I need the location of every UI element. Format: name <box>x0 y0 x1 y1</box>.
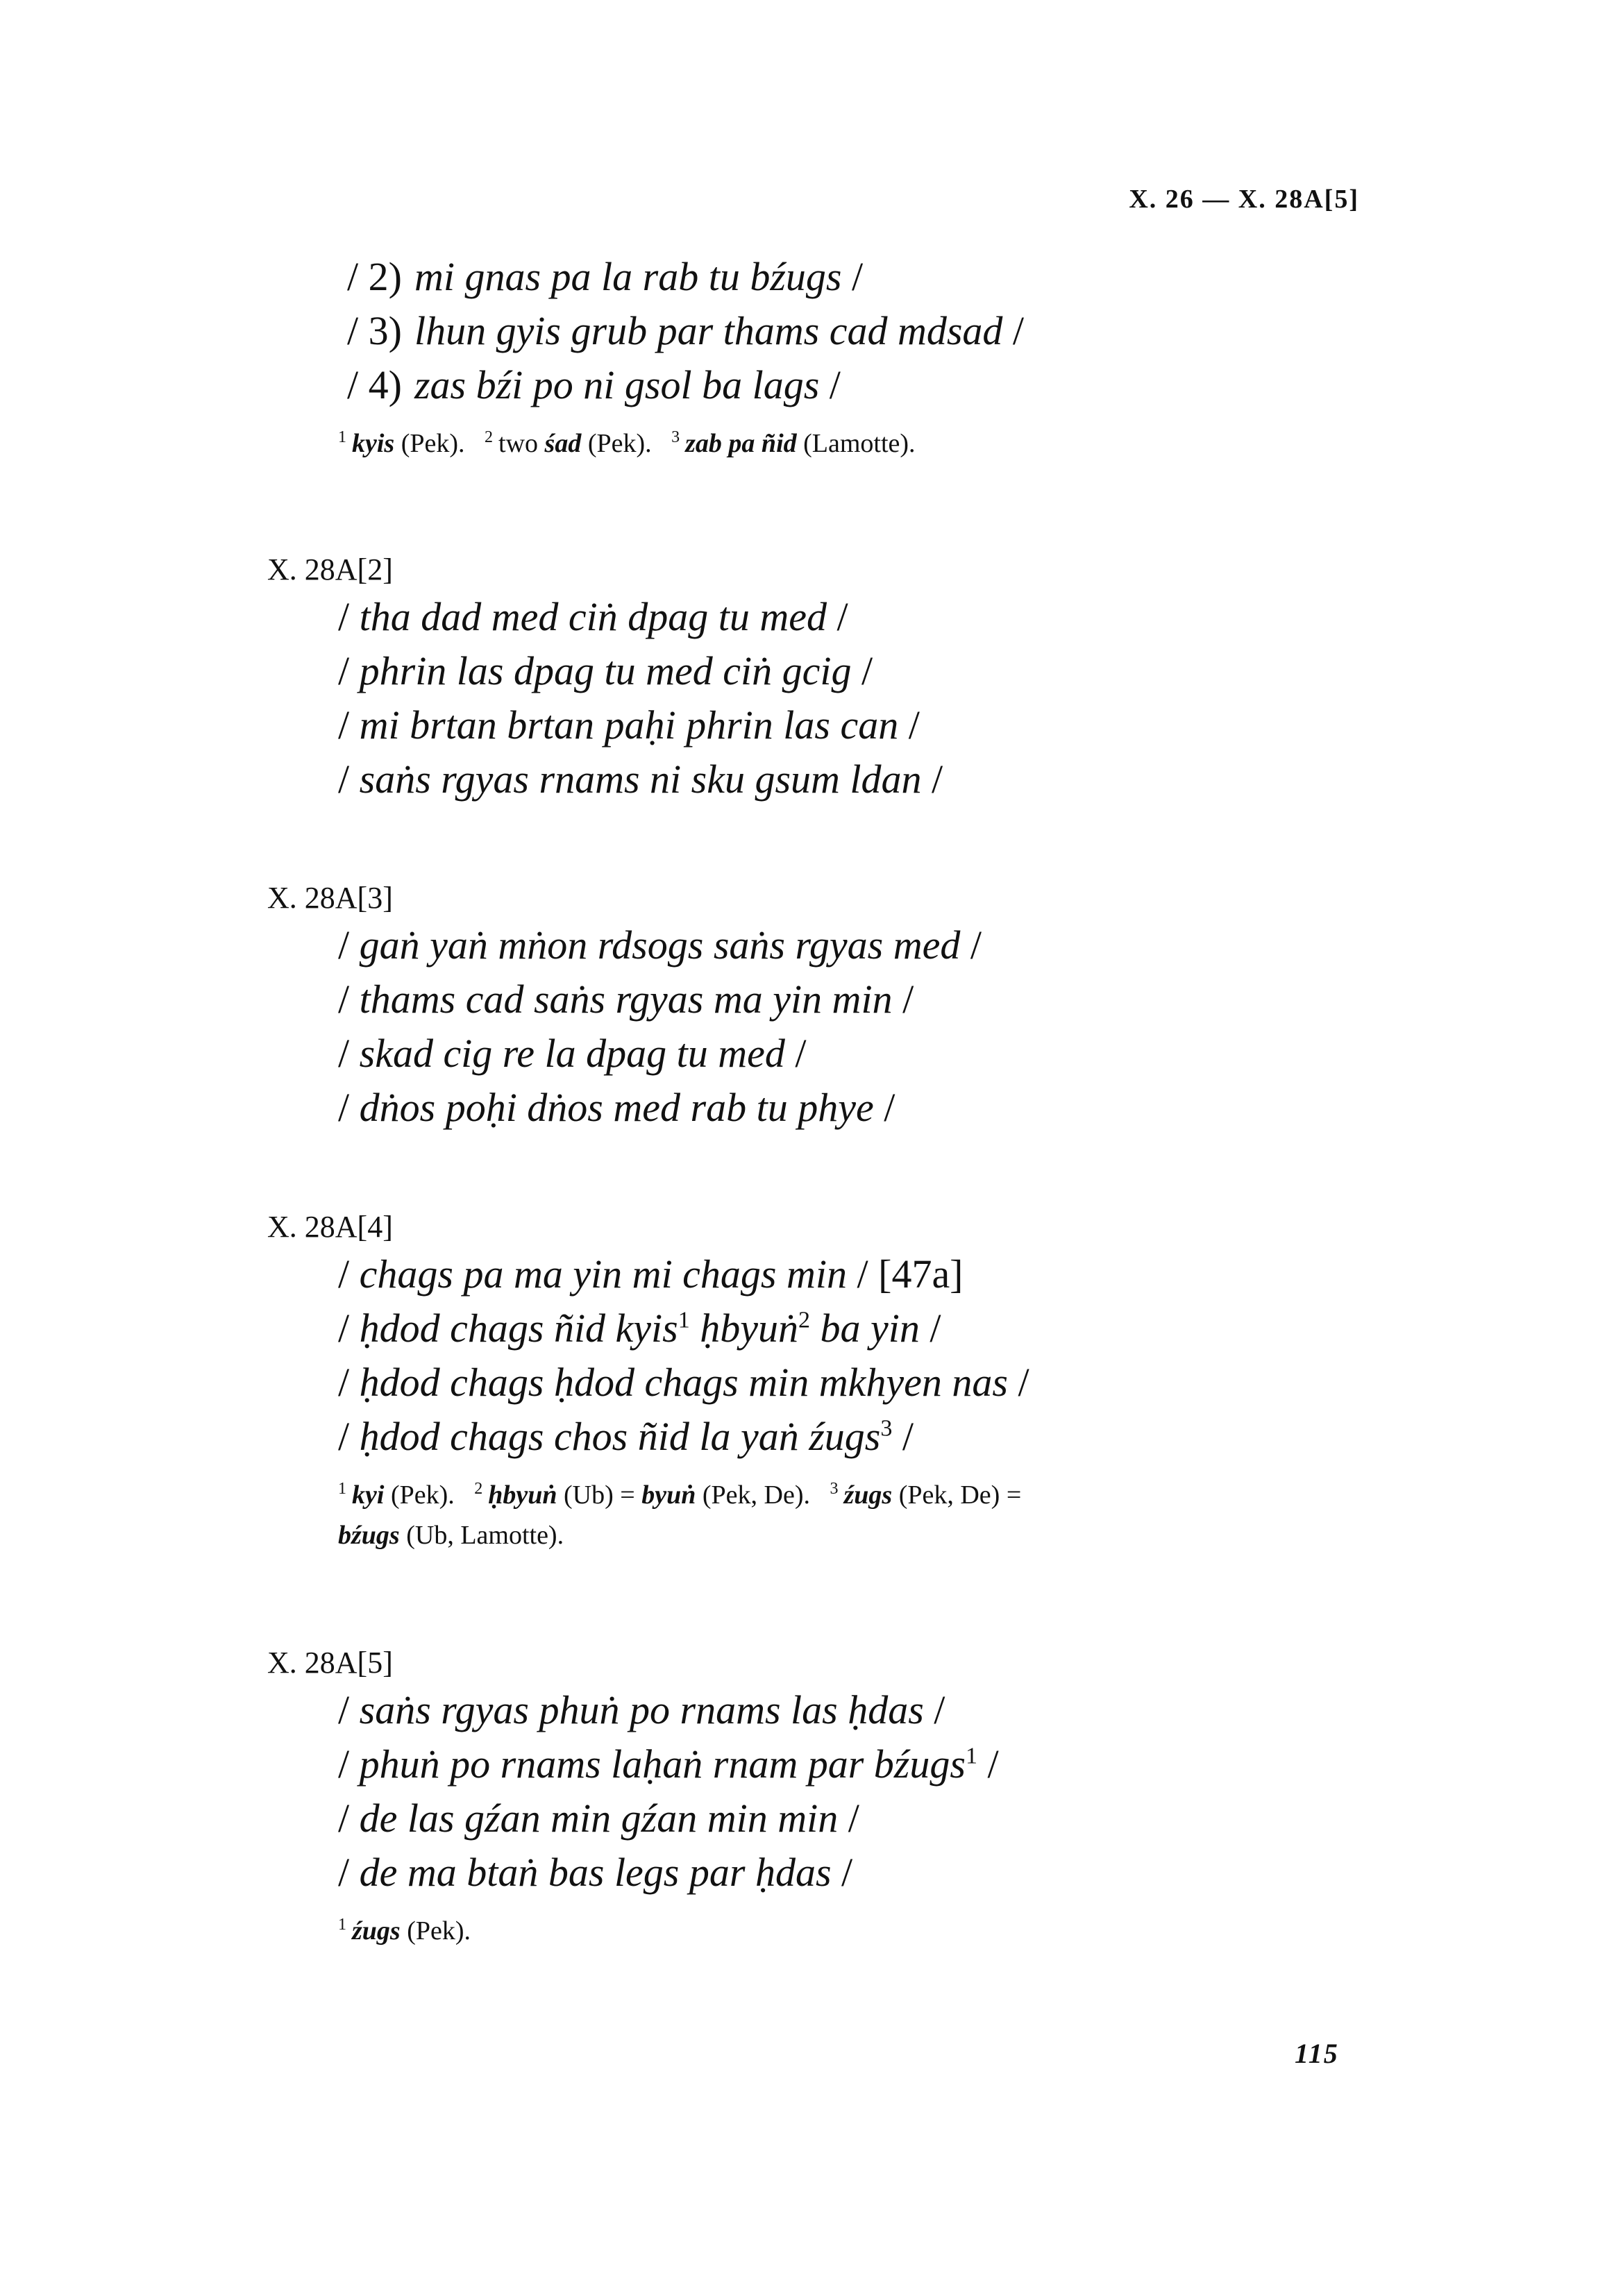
verse-number: 3) <box>368 308 402 353</box>
verse-line: / de ma btaṅ bas legs par ḥdas / <box>338 1850 853 1895</box>
section-heading: X. 28A[5] <box>267 1646 393 1680</box>
verse-line: / de las gźan min gźan min min / <box>338 1796 859 1841</box>
verse-line: / thams cad saṅs rgyas ma yin min / <box>338 977 914 1022</box>
verse-number: 4) <box>368 362 402 407</box>
section-heading: X. 28A[2] <box>267 552 393 586</box>
verse-line: / skad cig re la dpag tu med / <box>338 1031 807 1076</box>
section-heading: X. 28A[3] <box>267 881 393 915</box>
verse-number: 2) <box>368 254 402 299</box>
footnote-marker: 2 <box>798 1307 810 1333</box>
verse-text: mi gnas pa la rab tu bźugs <box>414 254 842 299</box>
verse-line: / saṅs rgyas phuṅ po rnams las ḥdas / <box>338 1687 945 1732</box>
footnote-marker: 1 <box>965 1743 977 1769</box>
verse-text: zas bźi po ni gsol ba lags <box>414 362 820 407</box>
verse-line: / dṅos poḥi dṅos med rab tu phye / <box>338 1085 895 1130</box>
verse-line: / ḥdod chags chos ñid la yaṅ źugs$^3$ / <box>338 1414 914 1459</box>
footnote-term: śad <box>544 429 582 458</box>
page-number: 115 <box>1295 2038 1339 2069</box>
verse-line: / ḥdod chags ñid kyis$^1$ ḥbyuṅ$^2$ ba yin / <box>338 1306 941 1351</box>
verse-text: lhun gyis grub par thams cad mdsad <box>414 308 1003 353</box>
verse-line: / 2) mi gnas pa la rab tu bźugs / <box>347 254 864 299</box>
verse-line: / 4) zas bźi po ni gsol ba lags / <box>347 362 841 407</box>
section-heading: X. 28A[4] <box>267 1210 393 1244</box>
verse-line: / chags pa ma yin mi chags min / [47a] <box>338 1251 964 1297</box>
verse-line: / 3) lhun gyis grub par thams cad mdsad / <box>347 308 1025 353</box>
verse-line: / saṅs rgyas rnams ni sku gsum ldan / <box>338 757 943 802</box>
footnote-term: zab pa ñid <box>685 429 797 458</box>
footnote-line: $^1$ kyis (Pek). $^2$ two śad (Pek). $^3$ zab pa ñid (Lamotte). <box>338 428 916 458</box>
verse-line: / phrin las dpag tu med ciṅ gcig / <box>338 648 873 693</box>
verse-line: / phuṅ po rnams laḥaṅ rnam par bźugs$^1$ / <box>338 1741 999 1787</box>
verse-line: / gaṅ yaṅ mṅon rdsogs saṅs rgyas med / <box>338 922 982 968</box>
folio-marker: [47a] <box>878 1251 964 1297</box>
footnote-term: kyis <box>352 429 395 458</box>
footnote-line: $^1$ kyi (Pek). $^2$ ḥbyuṅ (Ub) = byuṅ (Pek, De). $^3$ źugs (Pek, De) = <box>338 1480 1022 1510</box>
footnote-marker: 3 <box>880 1415 893 1442</box>
footnote-line: $^1$ źugs (Pek). <box>338 1916 471 1945</box>
verse-line: / ḥdod chags ḥdod chags min mkhyen nas / <box>338 1360 1029 1405</box>
footnote-line: bźugs (Ub, Lamotte). <box>338 1521 564 1550</box>
footnote-marker: 1 <box>678 1307 690 1333</box>
verse-line: / mi brtan brtan paḥi phrin las can / <box>338 702 920 748</box>
verse-line: / tha dad med ciṅ dpag tu med / <box>338 594 848 639</box>
running-head: X. 26 — X. 28A[5] <box>1129 185 1359 214</box>
